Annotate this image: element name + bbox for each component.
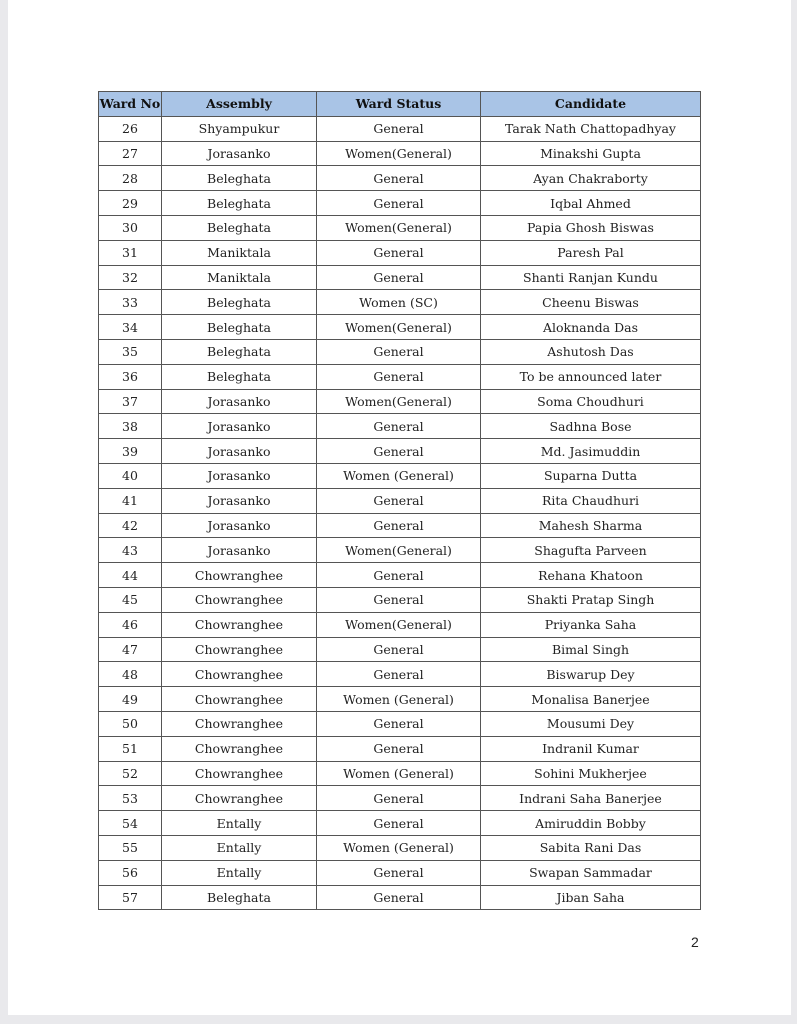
candidate-cell: Rehana Khatoon — [481, 563, 701, 588]
ward-no-cell: 42 — [99, 513, 162, 538]
ward-no-cell: 32 — [99, 265, 162, 290]
assembly-cell: Chowranghee — [162, 612, 317, 637]
table-row — [99, 265, 701, 290]
page-number: 2 — [691, 934, 699, 950]
table-row — [99, 488, 701, 513]
document-page — [8, 0, 791, 1015]
assembly-cell: Jorasanko — [162, 463, 317, 488]
candidate-cell: Sabita Rani Das — [481, 835, 701, 860]
assembly-cell: Jorasanko — [162, 439, 317, 464]
assembly-cell: Jorasanko — [162, 538, 317, 563]
candidate-cell: Md. Jasimuddin — [481, 439, 701, 464]
ward-status-cell: General — [317, 439, 481, 464]
table-row — [99, 538, 701, 563]
table-row — [99, 290, 701, 315]
table-row — [99, 339, 701, 364]
assembly-cell: Entally — [162, 860, 317, 885]
candidate-cell: Swapan Sammadar — [481, 860, 701, 885]
assembly-cell: Chowranghee — [162, 786, 317, 811]
candidate-cell: Iqbal Ahmed — [481, 191, 701, 216]
assembly-cell: Chowranghee — [162, 687, 317, 712]
ward-no-cell: 45 — [99, 587, 162, 612]
ward-no-cell: 31 — [99, 240, 162, 265]
ward-status-cell: General — [317, 364, 481, 389]
assembly-cell: Chowranghee — [162, 736, 317, 761]
table-row — [99, 439, 701, 464]
ward-status-cell: Women (SC) — [317, 290, 481, 315]
ward-no-cell: 34 — [99, 315, 162, 340]
ward-status-cell: General — [317, 860, 481, 885]
header-assembly: Assembly — [162, 92, 317, 117]
assembly-cell: Chowranghee — [162, 563, 317, 588]
table-row — [99, 315, 701, 340]
ward-no-cell: 26 — [99, 116, 162, 141]
ward-status-cell: General — [317, 116, 481, 141]
assembly-cell: Chowranghee — [162, 587, 317, 612]
ward-no-cell: 30 — [99, 215, 162, 240]
ward-status-cell: Women(General) — [317, 389, 481, 414]
table-row — [99, 786, 701, 811]
ward-no-cell: 47 — [99, 637, 162, 662]
candidate-cell: Shagufta Parveen — [481, 538, 701, 563]
assembly-cell: Jorasanko — [162, 513, 317, 538]
candidate-cell: Suparna Dutta — [481, 463, 701, 488]
header-ward-status: Ward Status — [317, 92, 481, 117]
ward-candidates-table — [98, 91, 701, 910]
candidate-cell: Papia Ghosh Biswas — [481, 215, 701, 240]
ward-status-cell: Women(General) — [317, 315, 481, 340]
assembly-cell: Jorasanko — [162, 141, 317, 166]
candidate-cell: Bimal Singh — [481, 637, 701, 662]
table-row — [99, 513, 701, 538]
table-row — [99, 191, 701, 216]
ward-no-cell: 52 — [99, 761, 162, 786]
assembly-cell: Shyampukur — [162, 116, 317, 141]
ward-no-cell: 33 — [99, 290, 162, 315]
ward-no-cell: 55 — [99, 835, 162, 860]
ward-no-cell: 28 — [99, 166, 162, 191]
ward-status-cell: General — [317, 488, 481, 513]
ward-no-cell: 51 — [99, 736, 162, 761]
candidate-cell: Paresh Pal — [481, 240, 701, 265]
ward-status-cell: General — [317, 414, 481, 439]
ward-status-cell: General — [317, 736, 481, 761]
candidate-cell: Indranil Kumar — [481, 736, 701, 761]
candidate-cell: Minakshi Gupta — [481, 141, 701, 166]
ward-no-cell: 48 — [99, 662, 162, 687]
ward-status-cell: General — [317, 811, 481, 836]
table-body — [99, 116, 701, 910]
table-row — [99, 414, 701, 439]
candidate-cell: Biswarup Dey — [481, 662, 701, 687]
assembly-cell: Chowranghee — [162, 662, 317, 687]
assembly-cell: Beleghata — [162, 364, 317, 389]
ward-no-cell: 27 — [99, 141, 162, 166]
assembly-cell: Beleghata — [162, 339, 317, 364]
assembly-cell: Jorasanko — [162, 414, 317, 439]
ward-no-cell: 41 — [99, 488, 162, 513]
ward-status-cell: Women (General) — [317, 835, 481, 860]
table-row — [99, 587, 701, 612]
table-row — [99, 711, 701, 736]
ward-status-cell: Women (General) — [317, 761, 481, 786]
table-row — [99, 463, 701, 488]
assembly-cell: Entally — [162, 811, 317, 836]
table-row — [99, 240, 701, 265]
table-row — [99, 761, 701, 786]
assembly-cell: Chowranghee — [162, 637, 317, 662]
ward-status-cell: General — [317, 786, 481, 811]
ward-status-cell: General — [317, 166, 481, 191]
ward-no-cell: 29 — [99, 191, 162, 216]
table-row — [99, 141, 701, 166]
candidate-cell: Soma Choudhuri — [481, 389, 701, 414]
ward-status-cell: Women (General) — [317, 463, 481, 488]
table-row — [99, 612, 701, 637]
assembly-cell: Beleghata — [162, 885, 317, 910]
ward-no-cell: 35 — [99, 339, 162, 364]
ward-no-cell: 49 — [99, 687, 162, 712]
ward-no-cell: 46 — [99, 612, 162, 637]
ward-status-cell: General — [317, 587, 481, 612]
assembly-cell: Jorasanko — [162, 488, 317, 513]
candidate-cell: Tarak Nath Chattopadhyay — [481, 116, 701, 141]
ward-status-cell: General — [317, 662, 481, 687]
ward-status-cell: Women(General) — [317, 141, 481, 166]
ward-status-cell: General — [317, 513, 481, 538]
table-row — [99, 389, 701, 414]
ward-no-cell: 38 — [99, 414, 162, 439]
header-candidate: Candidate — [481, 92, 701, 117]
ward-no-cell: 50 — [99, 711, 162, 736]
table-row — [99, 885, 701, 910]
ward-no-cell: 37 — [99, 389, 162, 414]
ward-status-cell: General — [317, 191, 481, 216]
candidate-cell: Mahesh Sharma — [481, 513, 701, 538]
assembly-cell: Chowranghee — [162, 761, 317, 786]
assembly-cell: Maniktala — [162, 265, 317, 290]
table-row — [99, 215, 701, 240]
ward-status-cell: General — [317, 885, 481, 910]
assembly-cell: Beleghata — [162, 290, 317, 315]
candidate-cell: Sadhna Bose — [481, 414, 701, 439]
ward-status-cell: Women(General) — [317, 538, 481, 563]
candidate-cell: Sohini Mukherjee — [481, 761, 701, 786]
table-row — [99, 662, 701, 687]
assembly-cell: Beleghata — [162, 315, 317, 340]
ward-no-cell: 40 — [99, 463, 162, 488]
ward-status-cell: General — [317, 265, 481, 290]
ward-status-cell: Women (General) — [317, 687, 481, 712]
ward-no-cell: 53 — [99, 786, 162, 811]
candidate-cell: Cheenu Biswas — [481, 290, 701, 315]
table-row — [99, 687, 701, 712]
ward-no-cell: 36 — [99, 364, 162, 389]
candidate-cell: Ashutosh Das — [481, 339, 701, 364]
assembly-cell: Beleghata — [162, 215, 317, 240]
candidate-cell: To be announced later — [481, 364, 701, 389]
assembly-cell: Chowranghee — [162, 711, 317, 736]
ward-no-cell: 39 — [99, 439, 162, 464]
candidate-cell: Shakti Pratap Singh — [481, 587, 701, 612]
ward-status-cell: Women(General) — [317, 612, 481, 637]
candidate-cell: Priyanka Saha — [481, 612, 701, 637]
assembly-cell: Entally — [162, 835, 317, 860]
candidate-cell: Mousumi Dey — [481, 711, 701, 736]
table-row — [99, 736, 701, 761]
candidate-cell: Shanti Ranjan Kundu — [481, 265, 701, 290]
table-row — [99, 835, 701, 860]
ward-status-cell: General — [317, 339, 481, 364]
ward-no-cell: 43 — [99, 538, 162, 563]
table-row — [99, 364, 701, 389]
table-row — [99, 637, 701, 662]
assembly-cell: Maniktala — [162, 240, 317, 265]
table-header-row — [99, 92, 701, 117]
candidate-cell: Amiruddin Bobby — [481, 811, 701, 836]
table-row — [99, 563, 701, 588]
ward-status-cell: General — [317, 637, 481, 662]
candidate-cell: Monalisa Banerjee — [481, 687, 701, 712]
table-row — [99, 860, 701, 885]
header-ward-no: Ward No — [99, 92, 162, 117]
ward-no-cell: 57 — [99, 885, 162, 910]
ward-status-cell: General — [317, 240, 481, 265]
ward-status-cell: General — [317, 563, 481, 588]
table-row — [99, 116, 701, 141]
ward-no-cell: 44 — [99, 563, 162, 588]
ward-status-cell: General — [317, 711, 481, 736]
ward-status-cell: Women(General) — [317, 215, 481, 240]
candidate-cell: Aloknanda Das — [481, 315, 701, 340]
ward-no-cell: 56 — [99, 860, 162, 885]
table-row — [99, 166, 701, 191]
candidate-cell: Indrani Saha Banerjee — [481, 786, 701, 811]
table-row — [99, 811, 701, 836]
assembly-cell: Jorasanko — [162, 389, 317, 414]
assembly-cell: Beleghata — [162, 166, 317, 191]
ward-no-cell: 54 — [99, 811, 162, 836]
candidate-cell: Rita Chaudhuri — [481, 488, 701, 513]
assembly-cell: Beleghata — [162, 191, 317, 216]
candidate-cell: Ayan Chakraborty — [481, 166, 701, 191]
candidate-cell: Jiban Saha — [481, 885, 701, 910]
